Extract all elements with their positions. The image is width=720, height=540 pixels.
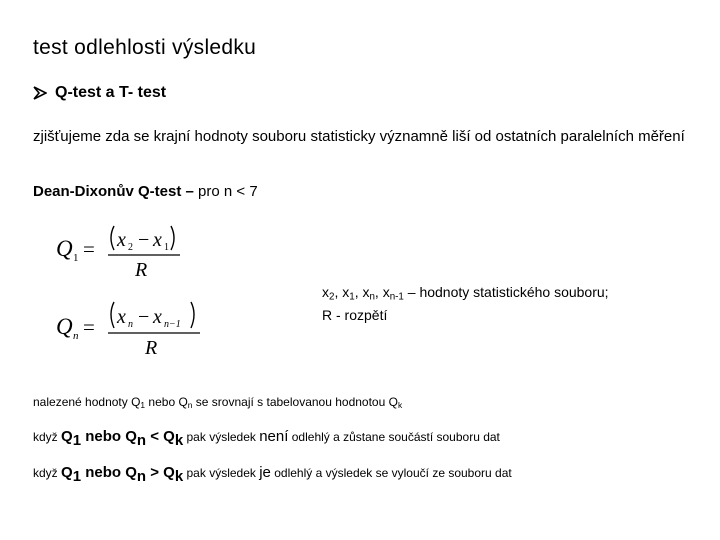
rule-qk: Q <box>163 464 175 481</box>
formula-qn <box>52 292 212 358</box>
rule-text: když <box>33 430 62 444</box>
legend-var-xn-sub: n <box>369 291 375 303</box>
legend-var-xn1-sub: n-1 <box>389 291 404 303</box>
rule-keyword: není <box>259 428 289 445</box>
bullet-label: Q-test a T- test <box>55 84 167 101</box>
intro-text: zjišťujeme zda se krajní hodnoty souboru statisticky významně liší od ostatních paralelních měření <box>33 128 685 145</box>
legend-var-x2-sub: 2 <box>329 291 335 303</box>
formula-qn-rparen <box>191 302 194 328</box>
legend-description: – hodnoty statistického souboru; <box>403 284 609 300</box>
formula-qn-num-b: x <box>153 306 162 328</box>
rule-is-outlier <box>33 464 512 485</box>
legend-var-x1: x <box>342 284 350 300</box>
rule-qn: Q <box>125 464 137 481</box>
rule-q1: Q <box>61 464 73 481</box>
rule-or: nebo <box>81 428 126 445</box>
rule-qk-sub: k <box>174 467 184 485</box>
rule-text: pak výsledek <box>183 430 260 444</box>
rule-operator: < <box>146 428 164 445</box>
rule-qk-sub: k <box>174 431 184 449</box>
formula-q1-lhs-sub: 1 <box>73 252 79 264</box>
formula-q1-minus: − <box>138 229 150 251</box>
legend-sep: , <box>334 284 343 300</box>
rule-qn-sub: n <box>136 431 147 449</box>
comparison-note <box>33 395 402 410</box>
note-sub-1: 1 <box>140 400 146 411</box>
formula-q1-lparen <box>111 226 114 250</box>
formula-qn-num-a-sub: n <box>128 319 133 330</box>
formula-q1-num-b-sub: 1 <box>164 242 169 253</box>
rule-not-outlier <box>33 428 500 449</box>
page-title: test odlehlosti výsledku <box>33 36 257 59</box>
note-sub-k: k <box>397 400 403 411</box>
formula-q1 <box>52 216 192 280</box>
rule-text: odlehlý a výsledek se vyloučí ze souboru dat <box>270 466 512 480</box>
legend-line-1 <box>322 283 609 306</box>
note-text: se srovnají s tabelovanou hodnotou Q <box>192 395 398 409</box>
formula-qn-lparen <box>111 302 114 328</box>
dean-dixon-heading <box>33 183 258 200</box>
note-text: nebo Q <box>145 395 188 409</box>
test-dash: – <box>181 183 199 200</box>
formula-q1-num-a: x <box>117 229 126 251</box>
bullet-item <box>33 84 166 102</box>
rule-qn: Q <box>125 428 137 445</box>
variable-legend <box>322 283 609 325</box>
legend-var-xn: x <box>362 284 370 300</box>
test-condition: pro n < 7 <box>198 183 258 200</box>
arrow-bullet-icon <box>33 86 47 100</box>
formula-qn-num-a: x <box>117 306 126 328</box>
legend-var-x1-sub: 1 <box>349 291 355 303</box>
rule-text: pak výsledek <box>183 466 260 480</box>
formula-q1-lhs: Q <box>56 236 73 261</box>
formula-qn-eq: = <box>83 315 95 339</box>
legend-line-2: R - rozpětí <box>322 307 388 324</box>
test-name: Dean-Dixonův Q-test <box>33 183 182 200</box>
formula-qn-den: R <box>145 337 158 358</box>
rule-or: nebo <box>81 464 126 481</box>
legend-var-xn1: x <box>382 284 390 300</box>
formula-q1-rparen <box>171 226 174 250</box>
formula-qn-lhs: Q <box>56 314 73 339</box>
rule-text: odlehlý a zůstane součástí souboru dat <box>288 430 500 444</box>
rule-q1-sub: 1 <box>72 431 82 449</box>
formula-q1-eq: = <box>83 237 95 261</box>
rule-q1: Q <box>61 428 73 445</box>
formula-q1-num-b: x <box>153 229 162 251</box>
formula-q1-den: R <box>135 259 148 280</box>
rule-keyword: je <box>259 464 271 481</box>
note-text: nalezené hodnoty Q <box>33 395 141 409</box>
formula-q1-num-a-sub: 2 <box>128 242 133 253</box>
rule-q1-sub: 1 <box>72 467 82 485</box>
rule-operator: > <box>146 464 164 481</box>
note-sub-n: n <box>187 400 193 411</box>
formula-qn-lhs-sub: n <box>73 330 79 342</box>
legend-sep: , <box>374 284 383 300</box>
rule-text: když <box>33 466 62 480</box>
formula-qn-minus: − <box>138 306 150 328</box>
legend-var-x2: x <box>322 284 329 300</box>
rule-qk: Q <box>163 428 175 445</box>
formula-qn-num-b-sub: n−1 <box>164 319 181 330</box>
rule-qn-sub: n <box>136 467 147 485</box>
legend-sep: , <box>354 284 363 300</box>
